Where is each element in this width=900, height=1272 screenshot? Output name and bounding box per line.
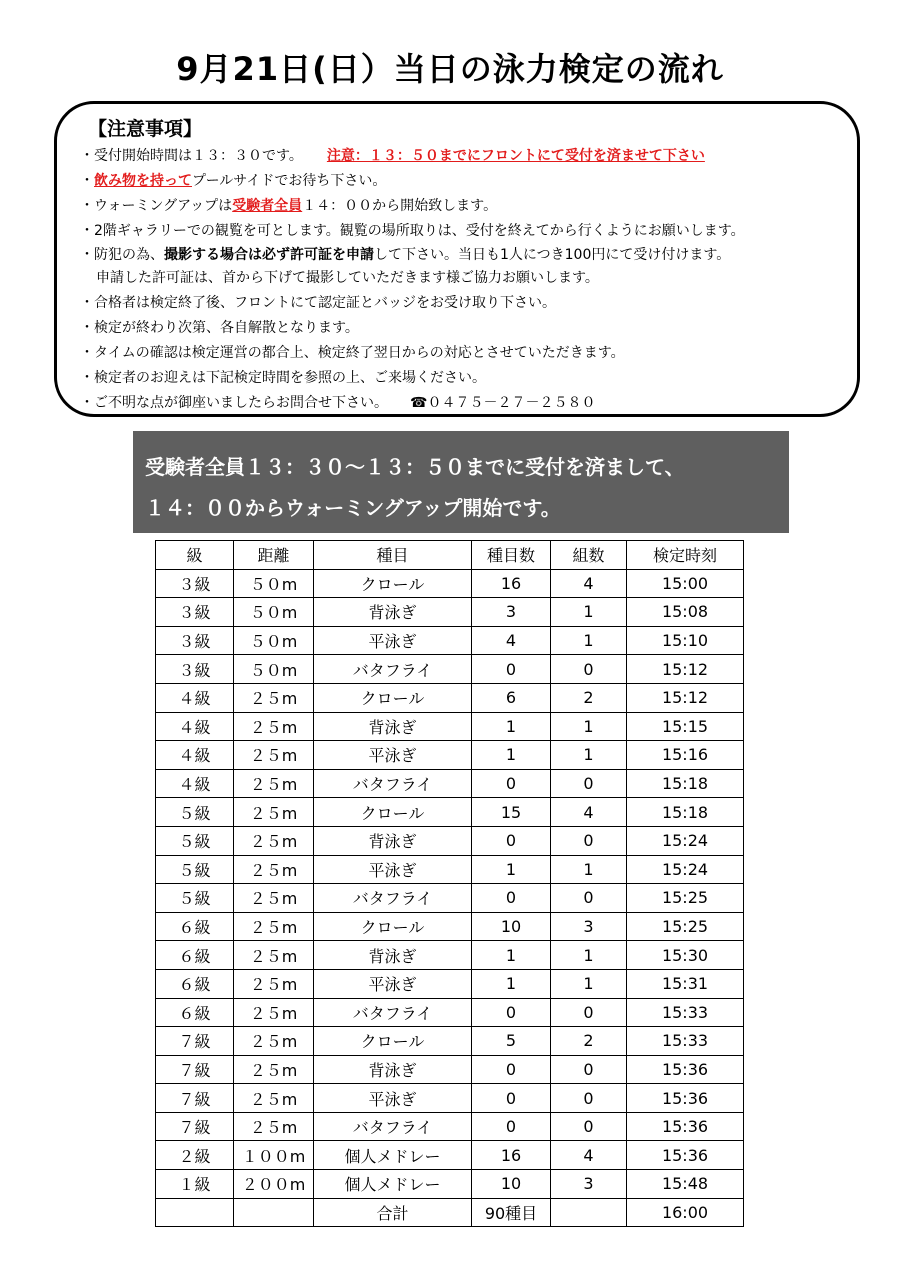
table-cell: 3 [551,1170,627,1199]
table-cell [551,1198,627,1227]
table-cell: ２５m [234,912,314,941]
table-row [156,798,744,827]
table-cell: 15:15 [627,712,744,741]
table-cell: ２５m [234,998,314,1027]
table-cell: ５０m [234,655,314,684]
table-cell: 10 [472,1170,551,1199]
table-cell: 0 [551,1112,627,1141]
table-cell: 2 [551,1027,627,1056]
table-row [156,769,744,798]
table-cell: 15:16 [627,741,744,770]
column-header: 種目 [314,541,472,570]
table-cell: 15:36 [627,1141,744,1170]
table-cell: 15 [472,798,551,827]
table-cell: ２５m [234,683,314,712]
table-cell: 15:31 [627,969,744,998]
notice-line-photo: ・防犯の為、撮影する場合は必ず許可証を申請して下さい。当日も1人につき100円にて受け付けます。 [80,247,731,263]
table-row [156,1055,744,1084]
table-cell: バタフライ [314,769,472,798]
table-cell: 6 [472,683,551,712]
table-row [156,855,744,884]
table-cell: クロール [314,912,472,941]
table-cell: ２５m [234,855,314,884]
table-cell: ２５m [234,1112,314,1141]
table-cell: ７級 [156,1027,234,1056]
table-cell: 1 [551,969,627,998]
table-cell: 1 [551,626,627,655]
table-cell: 合計 [314,1198,472,1227]
notice-heading: 【注意事項】 [88,118,203,140]
table-cell: ４級 [156,712,234,741]
table-row [156,1112,744,1141]
table-row [156,1141,744,1170]
table-cell: 平泳ぎ [314,626,472,655]
table-cell: 平泳ぎ [314,741,472,770]
table-cell: 1 [472,741,551,770]
table-cell: 0 [551,826,627,855]
table-cell: ６級 [156,941,234,970]
table-cell: ６級 [156,912,234,941]
table-cell: 15:48 [627,1170,744,1199]
notice-line-gallery: ・2階ギャラリーでの観覧を可とします。観覧の場所取りは、受付を終えてから行くようにお願いします。 [80,223,745,239]
column-header: 検定時刻 [627,541,744,570]
table-cell: 1 [551,741,627,770]
table-cell: １００m [234,1141,314,1170]
table-cell: 0 [472,884,551,913]
table-cell: ７級 [156,1084,234,1113]
table-cell: 背泳ぎ [314,826,472,855]
table-cell: 0 [472,655,551,684]
table-cell: ５級 [156,855,234,884]
table-cell: 背泳ぎ [314,1055,472,1084]
notice-line-certificate: ・合格者は検定終了後、フロントにて認定証とバッジをお受け取り下さい。 [80,295,556,311]
table-cell: 5 [472,1027,551,1056]
table-cell: 15:33 [627,998,744,1027]
table-cell: 15:25 [627,912,744,941]
table-row [156,655,744,684]
table-cell: 0 [472,998,551,1027]
notice-line-pickup: ・検定者のお迎えは下記検定時間を参照の上、ご来場ください。 [80,370,486,386]
table-cell: ７級 [156,1055,234,1084]
table-cell: ２５m [234,884,314,913]
table-cell: 個人メドレー [314,1170,472,1199]
table-row [156,826,744,855]
notice-line-dismissal: ・検定が終わり次第、各自解散となります。 [80,320,359,336]
table-cell: 0 [551,884,627,913]
notice-line-time-check: ・タイムの確認は検定運営の都合上、検定終了翌日からの対応とさせていただきます。 [80,345,625,361]
table-cell: 4 [472,626,551,655]
table-cell: 背泳ぎ [314,941,472,970]
table-cell: 90種目 [472,1198,551,1227]
table-cell: ２５m [234,826,314,855]
table-cell: 1 [551,855,627,884]
table-cell: ２５m [234,1055,314,1084]
table-cell: 15:00 [627,569,744,598]
table-cell: バタフライ [314,884,472,913]
notice-line-permit: 申請した許可証は、首から下げて撮影していただきます様ご協力お願いします。 [96,270,599,286]
table-cell: バタフライ [314,1112,472,1141]
table-row [156,1084,744,1113]
phone-number: ０４７５－２７－２５８０ [427,395,596,411]
table-cell: 平泳ぎ [314,1084,472,1113]
table-cell: 個人メドレー [314,1141,472,1170]
table-cell: ２５m [234,712,314,741]
table-cell: 4 [551,798,627,827]
table-cell: １級 [156,1170,234,1199]
table-cell: 15:12 [627,683,744,712]
table-cell: 0 [472,769,551,798]
table-row [156,569,744,598]
table-cell: 15:18 [627,798,744,827]
table-cell: ６級 [156,998,234,1027]
table-cell: 1 [551,598,627,627]
table-cell: 1 [472,712,551,741]
table-cell: 0 [551,769,627,798]
notice-line-contact: ・ご不明な点が御座いましたらお問合せ下さい。 ☎０４７５－２７－２５８０ [80,395,596,411]
table-cell: 背泳ぎ [314,598,472,627]
table-cell: ２５m [234,769,314,798]
table-row [156,683,744,712]
table-cell: 1 [472,855,551,884]
table-row [156,1170,744,1199]
table-cell: 0 [551,655,627,684]
schedule-table [155,540,744,1227]
table-cell: ３級 [156,626,234,655]
table-cell: 4 [551,569,627,598]
table-cell: 15:08 [627,598,744,627]
table-cell: 0 [551,1055,627,1084]
notice-line-warmup: ・ウォーミングアップは受験者全員１４：００から開始致します。 [80,198,498,214]
table-cell: ２５m [234,1027,314,1056]
table-cell: バタフライ [314,998,472,1027]
table-cell: ６級 [156,969,234,998]
banner-line-2: １４：００からウォーミングアップ開始です。 [145,496,561,520]
table-cell: ２００m [234,1170,314,1199]
table-cell: 16 [472,1141,551,1170]
table-cell: クロール [314,683,472,712]
table-cell: ３級 [156,598,234,627]
table-cell: ５０m [234,569,314,598]
table-row [156,998,744,1027]
table-cell: ５級 [156,826,234,855]
table-cell: ２５m [234,969,314,998]
table-cell: ２５m [234,941,314,970]
table-cell: 0 [551,1084,627,1113]
table-cell: ２５m [234,798,314,827]
table-cell [156,1198,234,1227]
banner-line-1: 受験者全員１３：３０～１３：５０までに受付を済まして、 [145,455,685,479]
telephone-icon: ☎ [410,395,428,411]
table-cell: 2 [551,683,627,712]
column-header: 組数 [551,541,627,570]
table-cell: 10 [472,912,551,941]
table-cell: バタフライ [314,655,472,684]
notice-line-drinks: ・飲み物を持ってプールサイドでお待ち下さい。 [80,173,387,189]
table-cell: ４級 [156,769,234,798]
table-cell: ２５m [234,741,314,770]
table-cell: 16 [472,569,551,598]
table-row [156,1198,744,1227]
table-cell: ４級 [156,741,234,770]
table-cell: 1 [551,712,627,741]
table-cell: 0 [551,998,627,1027]
table-cell: 平泳ぎ [314,855,472,884]
table-cell: 15:36 [627,1112,744,1141]
page-title: 9月21日(日）当日の泳力検定の流れ [176,50,724,88]
table-cell: 15:18 [627,769,744,798]
table-cell: 15:24 [627,826,744,855]
table-cell: 0 [472,1112,551,1141]
table-cell: 0 [472,1084,551,1113]
table-row [156,626,744,655]
table-cell: ４級 [156,683,234,712]
table-cell: 0 [472,1055,551,1084]
table-header-row [156,541,744,570]
table-cell: ７級 [156,1112,234,1141]
notice-warning: 注意：１３：５０までにフロントにて受付を済ませて下さい [326,148,705,164]
table-row [156,741,744,770]
table-cell: 1 [472,969,551,998]
table-cell: 平泳ぎ [314,969,472,998]
table-cell: ２級 [156,1141,234,1170]
table-cell: 1 [472,941,551,970]
table-cell: 15:24 [627,855,744,884]
table-row [156,969,744,998]
table-cell: 15:10 [627,626,744,655]
table-cell: 4 [551,1141,627,1170]
table-cell: ５級 [156,884,234,913]
table-row [156,912,744,941]
table-cell: ３級 [156,655,234,684]
table-cell: 15:30 [627,941,744,970]
table-cell: 3 [472,598,551,627]
table-cell: クロール [314,569,472,598]
notice-line-reception: ・受付開始時間は１３：３０です。 注意：１３：５０までにフロントにて受付を済ませて下さい [80,148,705,164]
table-cell: ５級 [156,798,234,827]
table-row [156,884,744,913]
column-header: 級 [156,541,234,570]
table-cell: 15:33 [627,1027,744,1056]
table-cell: クロール [314,798,472,827]
table-cell: ５０m [234,598,314,627]
table-cell: 15:25 [627,884,744,913]
table-cell: 0 [472,826,551,855]
column-header: 種目数 [472,541,551,570]
table-cell: 1 [551,941,627,970]
table-row [156,941,744,970]
table-cell: ５０m [234,626,314,655]
table-row [156,712,744,741]
banner [133,431,789,533]
table-cell: 15:36 [627,1055,744,1084]
table-row [156,1027,744,1056]
table-cell: 背泳ぎ [314,712,472,741]
table-row [156,598,744,627]
table-cell: ２５m [234,1084,314,1113]
table-cell: 3 [551,912,627,941]
table-cell [234,1198,314,1227]
table-cell: クロール [314,1027,472,1056]
column-header: 距離 [234,541,314,570]
table-cell: 16:00 [627,1198,744,1227]
table-cell: ３級 [156,569,234,598]
table-cell: 15:36 [627,1084,744,1113]
table-cell: 15:12 [627,655,744,684]
